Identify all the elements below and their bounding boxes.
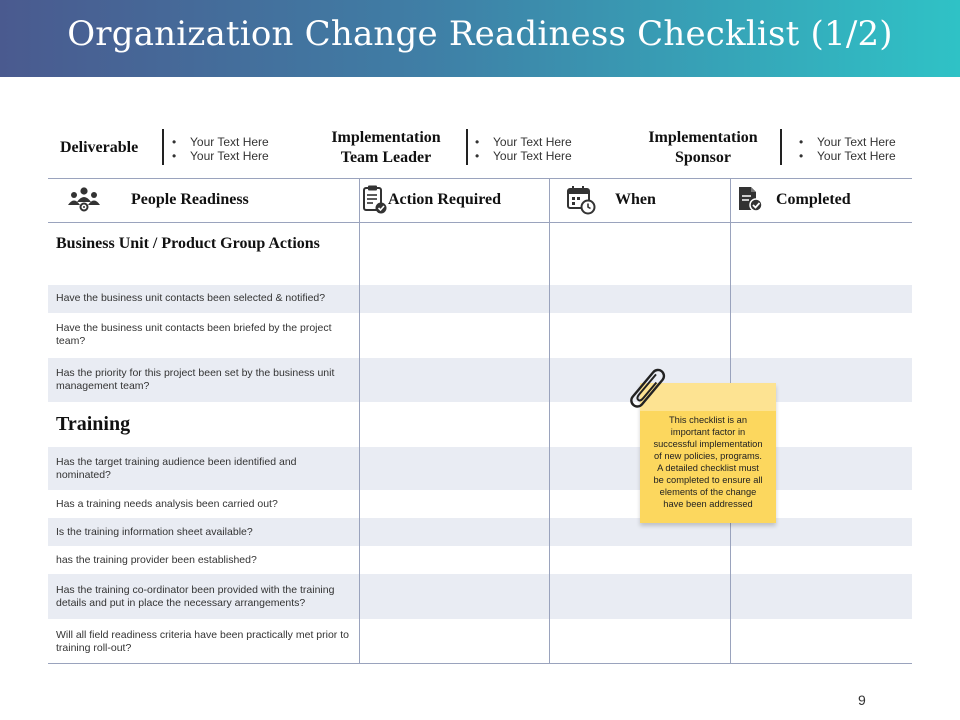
clipboard-check-icon <box>362 185 388 215</box>
team-leader-bullets <box>475 135 572 163</box>
paperclip-icon <box>622 364 672 414</box>
sponsor-label <box>632 128 774 168</box>
document-check-icon <box>737 186 765 214</box>
section-title-business-unit: Business Unit / Product Group Actions <box>56 235 320 252</box>
checklist-question: Have the business unit contacts been briefed by the project team? <box>56 322 332 347</box>
team-leader-divider <box>466 129 468 165</box>
team-leader-label-line1: Implementation <box>331 129 441 146</box>
team-leader-bullet: • Your Text Here <box>475 135 572 149</box>
column-header-action: Action Required <box>388 191 502 208</box>
checklist-question: Is the training information sheet available? <box>56 526 253 538</box>
sticky-note-text: This checklist is an important factor in successful implementation of new policies, programs. A detailed checklist must be completed to ensure all elements of the change have been addressed <box>653 415 763 509</box>
table-bottom-border <box>48 663 912 664</box>
people-group-icon <box>66 186 102 212</box>
deliverable-bullet: • Your Text Here <box>172 135 269 149</box>
checklist-question: Has the priority for this project been set by the business unit management team? <box>56 367 335 392</box>
team-leader-bullet: • Your Text Here <box>475 149 572 163</box>
sponsor-divider <box>780 129 782 165</box>
sponsor-label-line1: Implementation <box>648 129 758 146</box>
checklist-question: Has the target training audience been identified and nominated? <box>56 456 297 481</box>
table-top-border <box>48 178 912 179</box>
calendar-clock-icon <box>567 185 597 215</box>
deliverable-label: Deliverable <box>60 139 139 156</box>
column-header-completed: Completed <box>776 191 851 208</box>
column-header-people: People Readiness <box>131 191 249 208</box>
header-bottom-border <box>48 222 912 223</box>
deliverable-divider <box>162 129 164 165</box>
checklist-question: Will all field readiness criteria have been practically met prior to training roll-out? <box>56 629 349 654</box>
checklist-question: has the training provider been established? <box>56 554 257 566</box>
checklist-question: Has a training needs analysis been carried out? <box>56 498 278 510</box>
page-title: Organization Change Readiness Checklist (1/2) <box>67 14 893 54</box>
team-leader-label <box>316 128 456 168</box>
page-number: 9 <box>858 692 866 708</box>
team-leader-label-line2: Team Leader <box>340 149 432 166</box>
sponsor-bullets <box>799 135 896 163</box>
checklist-question: Has the training co-ordinator been provided with the training details and put in place the necessary arrangements? <box>56 584 335 609</box>
sponsor-label-line2: Sponsor <box>674 149 732 166</box>
title-banner <box>0 0 960 77</box>
deliverable-bullet: • Your Text Here <box>172 149 269 163</box>
column-divider <box>359 178 360 664</box>
section-title-training: Training <box>56 413 131 435</box>
sponsor-bullet: • Your Text Here <box>799 135 896 149</box>
checklist-question: Have the business unit contacts been selected & notified? <box>56 292 326 304</box>
column-header-when: When <box>615 191 656 208</box>
deliverable-bullets <box>172 135 269 163</box>
column-divider <box>549 178 550 664</box>
sponsor-bullet: • Your Text Here <box>799 149 896 163</box>
